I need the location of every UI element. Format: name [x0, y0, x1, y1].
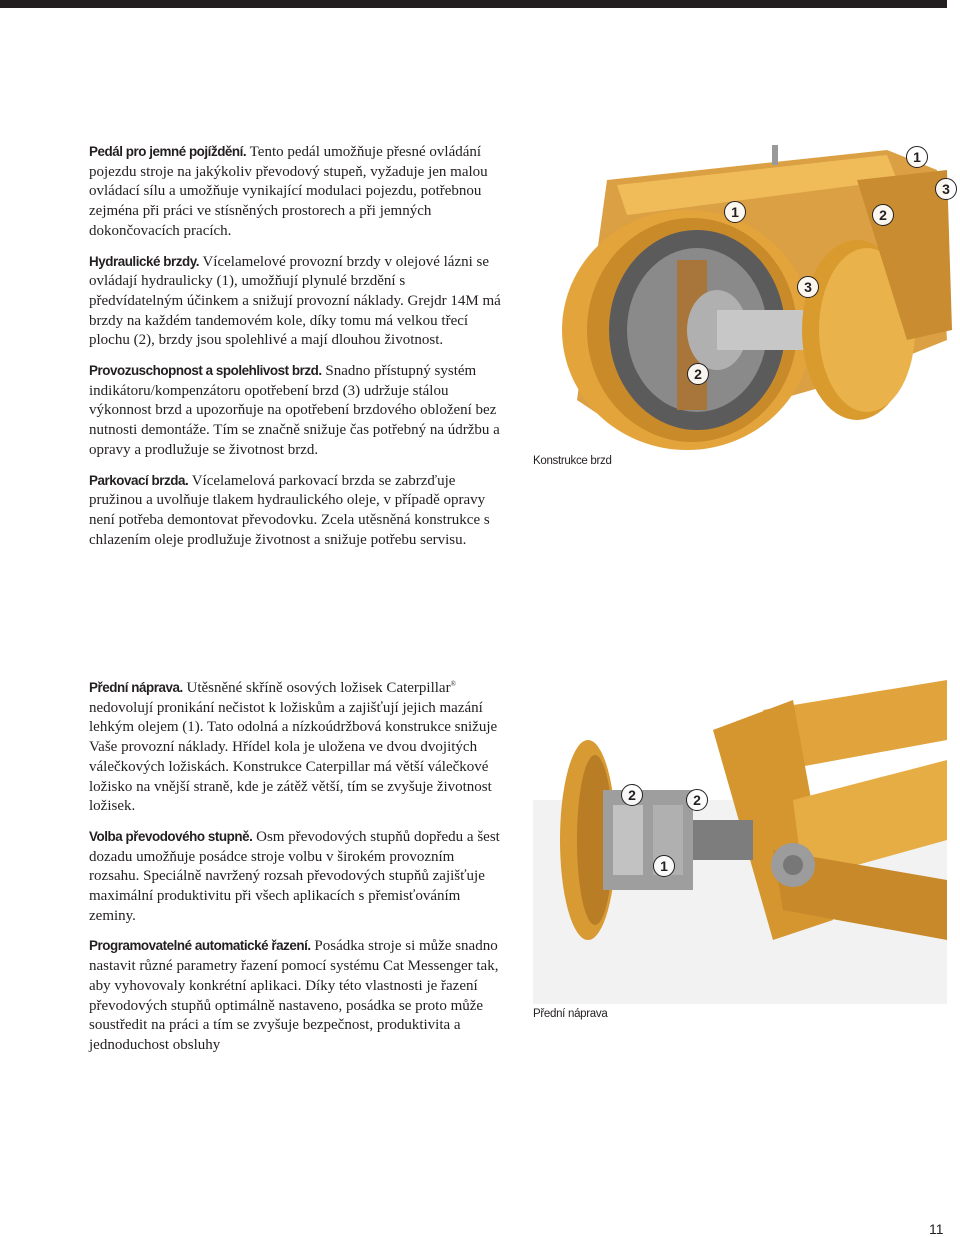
body-text: Utěsněné skříně osových ložisek Caterpillar: [182, 680, 451, 696]
axle-text-column: [89, 675, 501, 1066]
body-text: Posádka stroje si může snadno nastavit různé parametry řazení pomocí systému Cat Messenger tak, aby vyhovovaly konkrétní aplikaci. Díky této vlastnosti je řazení převodových stupňů optimálně nastaveno, posádka se proto může soustředit na práci a tím se zvyšuje bezpečnost, produktivita a jednoduchost obsluhy: [89, 938, 499, 1053]
callout-2: 2: [621, 784, 643, 806]
top-rule: [0, 0, 947, 8]
brake-cutaway-image: [557, 140, 960, 452]
callout-2: 2: [686, 789, 708, 811]
callout-1: 1: [653, 855, 675, 877]
heading: Pedál pro jemné pojíždění.: [89, 144, 247, 159]
paragraph-pedal: [89, 142, 501, 242]
paragraph-auto-shift: [89, 936, 501, 1055]
callout-1: 1: [724, 201, 746, 223]
body-text: Vícelamelové provozní brzdy v olejové lázni se ovládají hydraulicky (1), umožňují plynulé brzdění s předvídatelným účinkem a snižují provozní náklady. Grejdr 14M má brzdy na každém tandemovém kole, díky tomu má velkou třecí plochu (2), brzdy jsou spolehlivé a mají dlouhou životnost.: [89, 253, 501, 349]
heading: Parkovací brzda.: [89, 472, 189, 488]
figure-caption-brakes: Konstrukce brzd: [533, 455, 612, 467]
registered-mark: ®: [450, 680, 456, 688]
page-number: 11: [929, 1221, 944, 1237]
figure-caption-axle: Přední náprava: [533, 1008, 608, 1020]
paragraph-parking-brake: [89, 471, 501, 551]
paragraph-gear-selection: [89, 827, 501, 927]
body-text: nedovolují pronikání nečistot k ložiskům a zajišťují jejich mazání lehkým olejem (1). Tato odolná a nízkoúdržbová konstrukce snižuje Vaše provozní náklady. Hřídel kola je uložena ve dvou dvojitých válečkových ložiskách. Konstrukce Caterpillar má větší válečkové ložisko na vnější straně, kde je zátěž větší, tím se zvyšuje životnost ložisek.: [89, 699, 498, 815]
body-text: Snadno přístupný systém indikátoru/kompenzátoru opotřebení brzd (3) udržuje stálou výkonnost brzd a upozorňuje na opotřebení brzdového obložení bez nutnosti demontáže. Tím se značně snižuje čas potřebný na údržbu a opravy a prodlužuje se životnost brzd.: [89, 363, 500, 458]
heading: Přední náprava.: [89, 680, 183, 695]
heading: Volba převodového stupně.: [89, 828, 253, 844]
heading: Hydraulické brzdy.: [89, 253, 199, 269]
brakes-text-column: [89, 142, 501, 560]
paragraph-front-axle: [89, 675, 501, 817]
callout-1: 1: [906, 146, 928, 168]
heading: Programovatelné automatické řazení.: [89, 938, 311, 954]
front-axle-image: [533, 680, 947, 1004]
callout-2: 2: [872, 204, 894, 226]
paragraph-brake-reliability: [89, 361, 501, 461]
body-text: Vícelamelová parkovací brzda se zabrzďuje pružinou a uvolňuje tlakem hydraulického oleje, v případě opravy není potřeba demontovat převodovku. Zcela utěsněná konstrukce s chlazením oleje prodlužuje životnost a snižuje potřebu servisu.: [89, 472, 490, 548]
callout-3: 3: [797, 276, 819, 298]
body-text: Osm převodových stupňů dopředu a šest dozadu umožňuje posádce stroje volbu v širokém provozním rozsahu. Speciálně navržený rozsah převodových stupňů zajišťuje maximální produktivitu při všech aplikacích s přemisťováním zeminy.: [89, 828, 500, 924]
paragraph-hydraulic-brakes: [89, 252, 501, 352]
heading: Provozuschopnost a spolehlivost brzd.: [89, 363, 322, 379]
body-text: Tento pedál umožňuje přesné ovládání pojezdu stroje na jakýkoliv převodový stupeň, vyžaduje jen malou ovládací sílu a umožňuje vynikající modulaci pojezdu, potřebnou zejména při práci ve stísněných prostorech a při jemných dokončovacích pracích.: [89, 144, 488, 239]
callout-2: 2: [687, 363, 709, 385]
callout-3: 3: [935, 178, 957, 200]
